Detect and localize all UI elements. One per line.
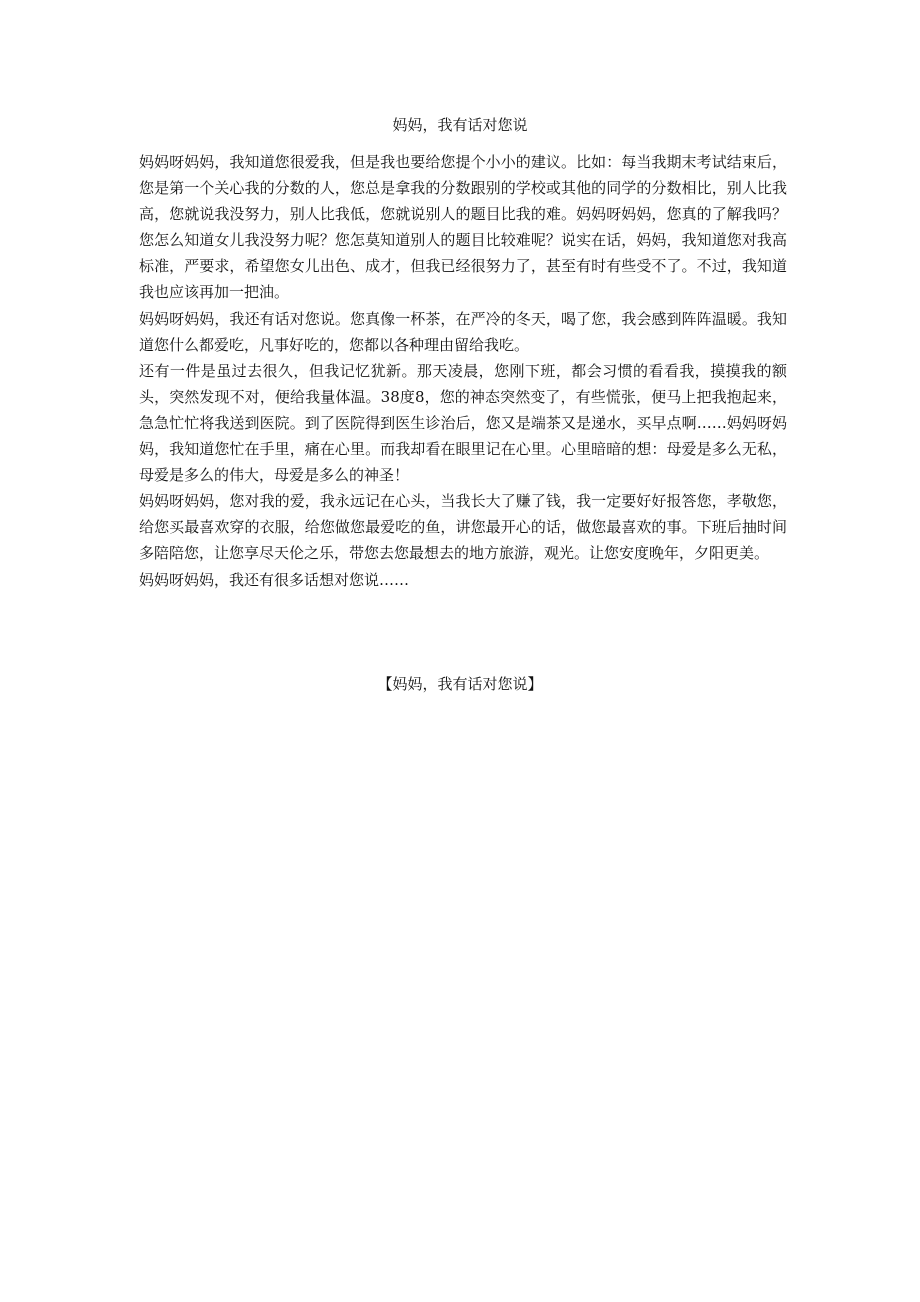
paragraph: 妈妈呀妈妈，我还有很多话想对您说……	[139, 570, 410, 589]
paragraph: 妈妈呀妈妈，我知道您很爱我，但是我也要给您提个小小的建议。比如：每当我期末考试结束后，您是第一个关心我的分数的人，您总是拿我的分数跟别的学校或其他的同学的分数相比，别人比我高，您就说我没努力，别人比我低，您就说别人的题目比我的难。妈妈呀妈妈，您真的了解我吗？您怎么知道女儿我没努力呢？您怎莫知道别人的题目比较难呢？说实在话，妈妈，我知道您对我高标准，严要求，希望您女儿出色、成才，但我已经很努力了，甚至有时有些受不了。不过，我知道我也应该再加一把油。	[139, 153, 787, 302]
paragraph: 还有一件是虽过去很久，但我记忆犹新。那天凌晨，您刚下班，都会习惯的看看我，摸摸我的额头，突然发现不对，便给我量体温。38度8，您的神态突然变了，有些慌张，便马上把我抱起来，急急忙忙将我送到医院。到了医院得到医生诊治后，您又是端茶又是递水，买早点啊……妈妈呀妈妈，我知道您忙在手里，痛在心里。而我却看在眼里记在心里。心里暗暗的想：母爱是多么无私，母爱是多么的伟大，母爱是多么的神圣！	[139, 361, 787, 485]
footer-title: 【妈妈，我有话对您说】	[377, 675, 543, 693]
paragraph: 妈妈呀妈妈，您对我的爱，我永远记在心头，当我长大了赚了钱，我一定要好好报答您，孝敬您，给您买最喜欢穿的衣服，给您做您最爱吃的鱼，讲您最开心的话，做您最喜欢的事。下班后抽时间多陪陪您，让您享尽天伦之乐，带您去您最想去的地方旅游，观光。让您安度晚年，夕阳更美。	[139, 492, 787, 563]
document-body	[139, 149, 787, 593]
document-title: 妈妈，我有话对您说	[392, 116, 528, 134]
paragraph: 妈妈呀妈妈，我还有话对您说。您真像一杯茶，在严冷的冬天，喝了您，我会感到阵阵温暖。我知道您什么都爱吃，凡事好吃的，您都以各种理由留给我吃。	[139, 309, 787, 354]
